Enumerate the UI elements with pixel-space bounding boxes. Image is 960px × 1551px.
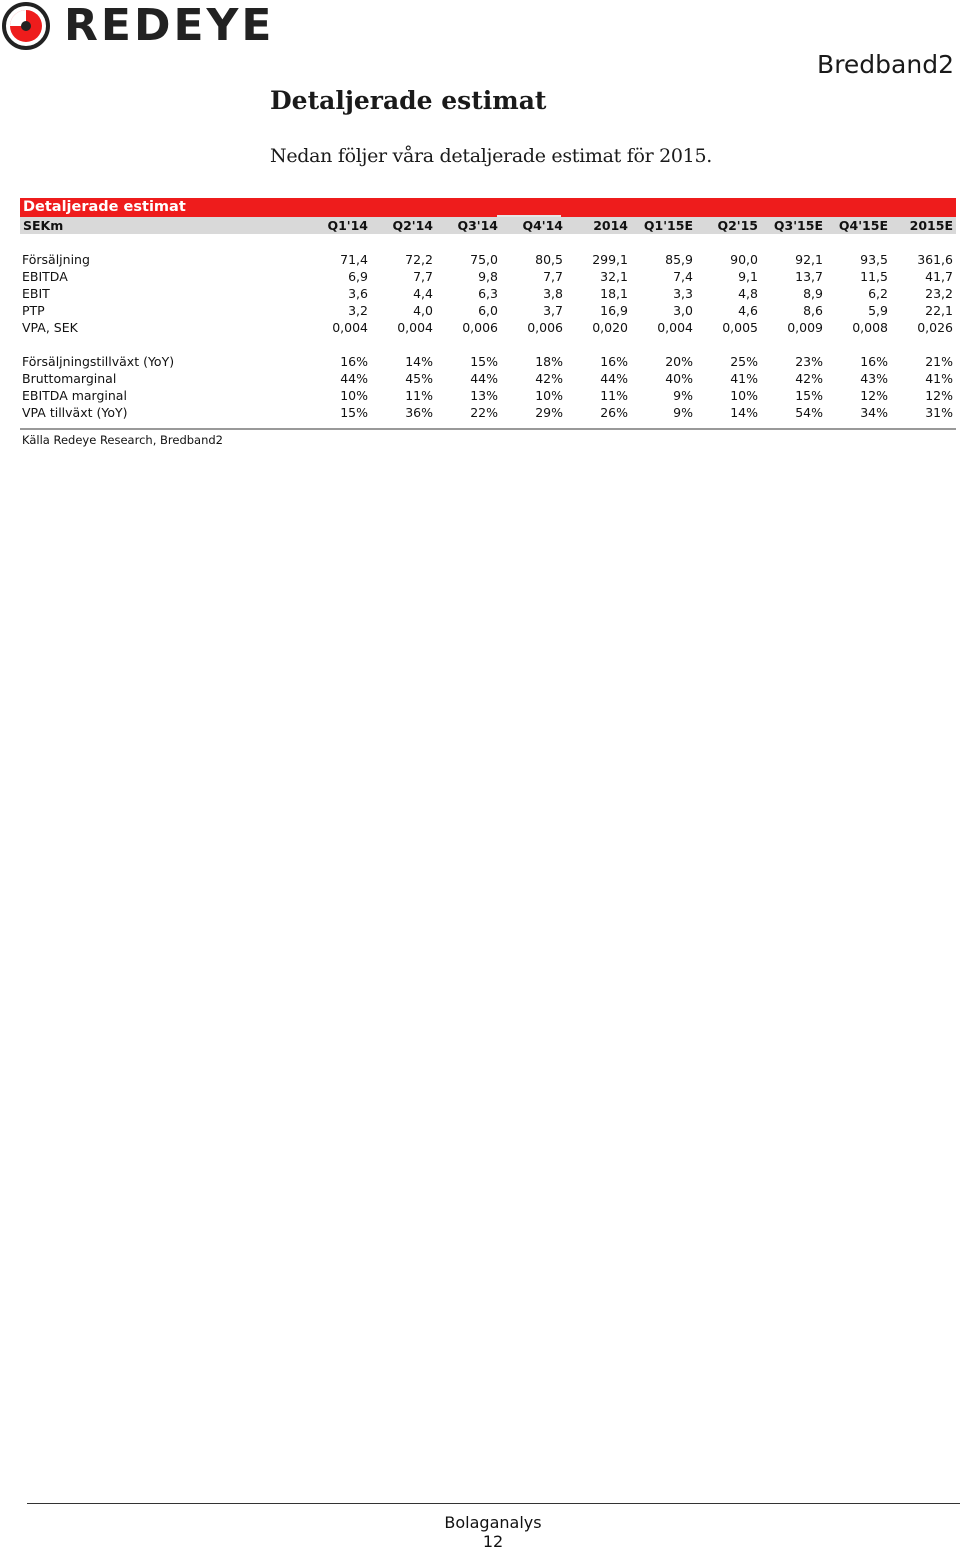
table-cell: 8,9	[803, 286, 823, 301]
table-cell: 16,9	[600, 303, 628, 318]
logo-wordmark: REDEYE	[64, 0, 275, 51]
table-title	[20, 198, 956, 217]
table-cell: 18%	[535, 354, 563, 369]
table-cell: 11,5	[860, 269, 888, 284]
table-cell: 22%	[470, 405, 498, 420]
table-row	[20, 353, 956, 370]
table-row	[20, 268, 956, 285]
table-cell: 36%	[405, 405, 433, 420]
table-cell: 7,7	[413, 269, 433, 284]
table-cell: 10%	[340, 388, 368, 403]
table-cell: 3,7	[543, 303, 563, 318]
table-cell: 23%	[795, 354, 823, 369]
table-cell: 4,0	[413, 303, 433, 318]
table-row	[20, 302, 956, 319]
table-row	[20, 404, 956, 421]
table-cell: 21%	[925, 354, 953, 369]
table-cell: 9,1	[738, 269, 758, 284]
row-label: VPA, SEK	[22, 320, 78, 335]
estimates-table	[20, 217, 956, 421]
table-row	[20, 285, 956, 302]
row-label: VPA tillväxt (YoY)	[22, 405, 128, 420]
table-cell: 54%	[795, 405, 823, 420]
table-cell: 23,2	[925, 286, 953, 301]
table-cell: 16%	[860, 354, 888, 369]
table-cell: 9%	[673, 405, 693, 420]
table-cell: 16%	[340, 354, 368, 369]
table-cell: 93,5	[860, 252, 888, 267]
table-cell: 13%	[470, 388, 498, 403]
table-cell: 26%	[600, 405, 628, 420]
table-cell: 45%	[405, 371, 433, 386]
title-underline-accent	[497, 215, 561, 217]
row-label: Bruttomarginal	[22, 371, 117, 386]
column-header: Q3'14	[436, 217, 501, 234]
table-body	[20, 234, 956, 421]
table-cell: 0,004	[397, 320, 433, 335]
footer-label: Bolaganalys	[444, 1513, 542, 1532]
table-row	[20, 251, 956, 268]
column-header: Q1'15E	[631, 217, 696, 234]
table-cell: 34%	[860, 405, 888, 420]
column-header: 2015E	[891, 217, 956, 234]
table-cell: 42%	[535, 371, 563, 386]
table-cell: 0,009	[787, 320, 823, 335]
row-label: EBIT	[22, 286, 50, 301]
column-header: Q4'14	[501, 217, 566, 234]
table-cell: 0,006	[527, 320, 563, 335]
table-cell: 3,0	[673, 303, 693, 318]
table-cell: 44%	[600, 371, 628, 386]
table-cell: 0,008	[852, 320, 888, 335]
spacer-row	[20, 234, 956, 251]
table-cell: 85,9	[665, 252, 693, 267]
page-number: 12	[482, 1532, 504, 1551]
table-cell: 12%	[925, 388, 953, 403]
table-cell: 40%	[665, 371, 693, 386]
column-header: Q2'15	[696, 217, 761, 234]
table-cell: 41%	[730, 371, 758, 386]
table-cell: 6,0	[478, 303, 498, 318]
table-cell: 16%	[600, 354, 628, 369]
table-cell: 3,2	[348, 303, 368, 318]
table-cell: 32,1	[600, 269, 628, 284]
table-header-row	[20, 217, 956, 234]
table-cell: 14%	[730, 405, 758, 420]
table-cell: 15%	[340, 405, 368, 420]
table-cell: 15%	[795, 388, 823, 403]
table-cell: 3,6	[348, 286, 368, 301]
table-cell: 0,020	[592, 320, 628, 335]
table-cell: 6,9	[348, 269, 368, 284]
redeye-eye-icon	[2, 2, 50, 50]
table-cell: 0,005	[722, 320, 758, 335]
table-cell: 71,4	[340, 252, 368, 267]
table-cell: 12%	[860, 388, 888, 403]
table-cell: 11%	[405, 388, 433, 403]
table-cell: 20%	[665, 354, 693, 369]
table-cell: 90,0	[730, 252, 758, 267]
footer-rule	[27, 1503, 960, 1504]
table-cell: 44%	[470, 371, 498, 386]
table-cell: 5,9	[868, 303, 888, 318]
intro-text: Nedan följer våra detaljerade estimat för 2015.	[270, 145, 713, 167]
table-title-text: Detaljerade estimat	[23, 199, 186, 215]
table-cell: 29%	[535, 405, 563, 420]
table-row	[20, 319, 956, 336]
table-cell: 7,4	[673, 269, 693, 284]
table-cell: 9,8	[478, 269, 498, 284]
table-cell: 361,6	[917, 252, 953, 267]
table-cell: 6,3	[478, 286, 498, 301]
table-cell: 8,6	[803, 303, 823, 318]
table-cell: 43%	[860, 371, 888, 386]
table-cell: 0,004	[332, 320, 368, 335]
table-cell: 4,4	[413, 286, 433, 301]
table-cell: 75,0	[470, 252, 498, 267]
column-header: 2014	[566, 217, 631, 234]
table-cell: 72,2	[405, 252, 433, 267]
row-label: Försäljningstillväxt (YoY)	[22, 354, 175, 369]
spacer-cell	[20, 336, 956, 353]
estimates-table-section	[20, 198, 956, 447]
table-cell: 11%	[600, 388, 628, 403]
table-cell: 42%	[795, 371, 823, 386]
column-header: Q1'14	[306, 217, 371, 234]
table-cell: 25%	[730, 354, 758, 369]
row-label: Försäljning	[22, 252, 90, 267]
table-cell: 3,3	[673, 286, 693, 301]
table-cell: 18,1	[600, 286, 628, 301]
table-cell: 299,1	[592, 252, 628, 267]
table-cell: 0,026	[917, 320, 953, 335]
column-header: Q4'15E	[826, 217, 891, 234]
table-cell: 92,1	[795, 252, 823, 267]
table-cell: 0,006	[462, 320, 498, 335]
table-cell: 41,7	[925, 269, 953, 284]
column-header: Q3'15E	[761, 217, 826, 234]
table-cell: 10%	[730, 388, 758, 403]
table-cell: 3,8	[543, 286, 563, 301]
table-cell: 15%	[470, 354, 498, 369]
table-cell: 13,7	[795, 269, 823, 284]
row-label: EBITDA marginal	[22, 388, 127, 403]
table-cell: 0,004	[657, 320, 693, 335]
source-note: Källa Redeye Research, Bredband2	[22, 433, 223, 447]
table-cell: 4,6	[738, 303, 758, 318]
table-row	[20, 387, 956, 404]
table-bottom-rule	[20, 428, 956, 430]
table-cell: 41%	[925, 371, 953, 386]
table-cell: 4,8	[738, 286, 758, 301]
column-header: Q2'14	[371, 217, 436, 234]
table-cell: 7,7	[543, 269, 563, 284]
spacer-row	[20, 336, 956, 353]
table-cell: 22,1	[925, 303, 953, 318]
redeye-logo	[2, 2, 274, 50]
company-name: Bredband2	[817, 50, 954, 79]
spacer-cell	[20, 234, 956, 251]
table-cell: 80,5	[535, 252, 563, 267]
table-cell: 14%	[405, 354, 433, 369]
table-cell: 9%	[673, 388, 693, 403]
table-cell: 44%	[340, 371, 368, 386]
table-cell: 31%	[925, 405, 953, 420]
header-label: SEKm	[20, 217, 306, 234]
page-title: Detaljerade estimat	[270, 86, 547, 115]
table-cell: 10%	[535, 388, 563, 403]
table-row	[20, 370, 956, 387]
table-cell: 6,2	[868, 286, 888, 301]
row-label: PTP	[22, 303, 45, 318]
row-label: EBITDA	[22, 269, 68, 284]
